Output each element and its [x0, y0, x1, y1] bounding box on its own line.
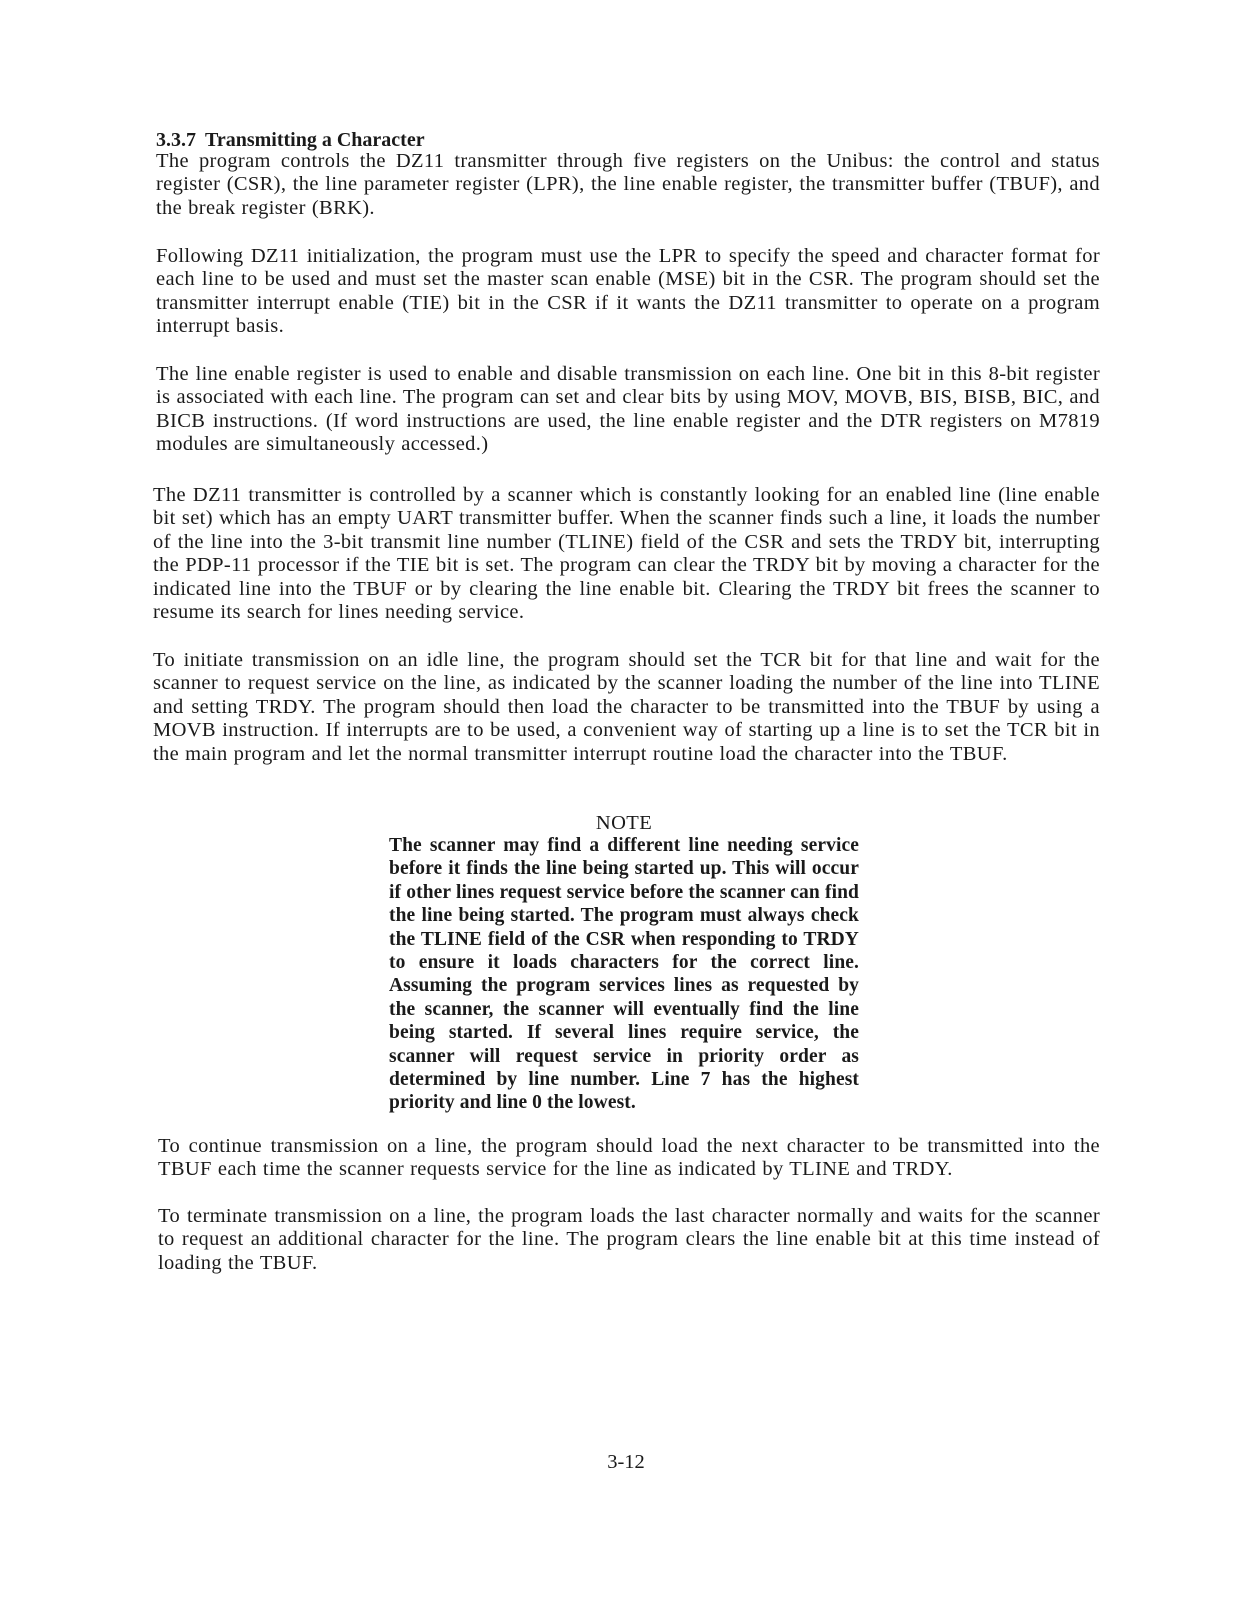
paragraph-initiate-transmission: To initiate transmission on an idle line, the program should set the TCR bit for that line and wait for the scanner to request service on the line, as indicated by the scanner loading the number of the line into TLINE and setting TRDY. The program should then load the character to be transmitted into the TBUF by using a MOVB instruction. If interrupts are to be used, a convenient way of starting up a line is to set the TCR bit in the main program and let the normal transmitter interrupt routine load the character into the TBUF. — [153, 649, 1100, 765]
section-title: Transmitting a Character — [205, 129, 425, 151]
paragraph-terminate-transmission: To terminate transmission on a line, the program loads the last character normally and waits for the scanner to request an additional character for the line. The program clears the line enable bit at this time instead of loading the TBUF. — [158, 1205, 1100, 1274]
paragraph-continue-transmission: To continue transmission on a line, the program should load the next character to be transmitted into the TBUF each time the scanner requests service for the line as indicated by TLINE and TRDY. — [158, 1135, 1100, 1181]
paragraph-registers-overview: The program controls the DZ11 transmitter through five registers on the Unibus: the control and status register (CSR), the line parameter register (LPR), the line enable register, the transmitter buffer (TBUF), and the break register (BRK). — [156, 150, 1100, 219]
page-number: 3-12 — [607, 1451, 645, 1473]
note-body: The scanner may find a different line needing service before it finds the line being started up. This will occur if other lines request service before the scanner can find the line being started. The program must always check the TLINE field of the CSR when responding to TRDY to ensure it loads characters for the correct line. Assuming the program services lines as requested by the scanner, the scanner will eventually find the line being started. If several lines require service, the scanner will request service in priority order as determined by line number. Line 7 has the highest priority and line 0 the lowest. — [389, 835, 859, 1114]
paragraph-line-enable-register: The line enable register is used to enable and disable transmission on each line. One bit in this 8-bit register is associated with each line. The program can set and clear bits by using MOV, MOVB, BIS, BISB, BIC, and BICB instructions. (If word instructions are used, the line enable register and the DTR registers on M7819 modules are simultaneously accessed.) — [156, 363, 1100, 456]
section-heading — [156, 128, 425, 152]
paragraph-initialization: Following DZ11 initialization, the program must use the LPR to specify the speed and character format for each line to be used and must set the master scan enable (MSE) bit in the CSR. The program should set the transmitter interrupt enable (TIE) bit in the CSR if it wants the DZ11 transmitter to operate on a program interrupt basis. — [156, 245, 1100, 338]
section-number: 3.3.7 — [156, 129, 196, 151]
paragraph-scanner: The DZ11 transmitter is controlled by a scanner which is constantly looking for an enabled line (line enable bit set) which has an empty UART transmitter buffer. When the scanner finds such a line, it loads the number of the line into the 3-bit transmit line number (TLINE) field of the CSR and sets the TRDY bit, interrupting the PDP-11 processor if the TIE bit is set. The program can clear the TRDY bit by moving a character for the indicated line into the TBUF or by clearing the line enable bit. Clearing the TRDY bit frees the scanner to resume its search for lines needing service. — [153, 484, 1100, 624]
note-title: NOTE — [595, 812, 653, 834]
